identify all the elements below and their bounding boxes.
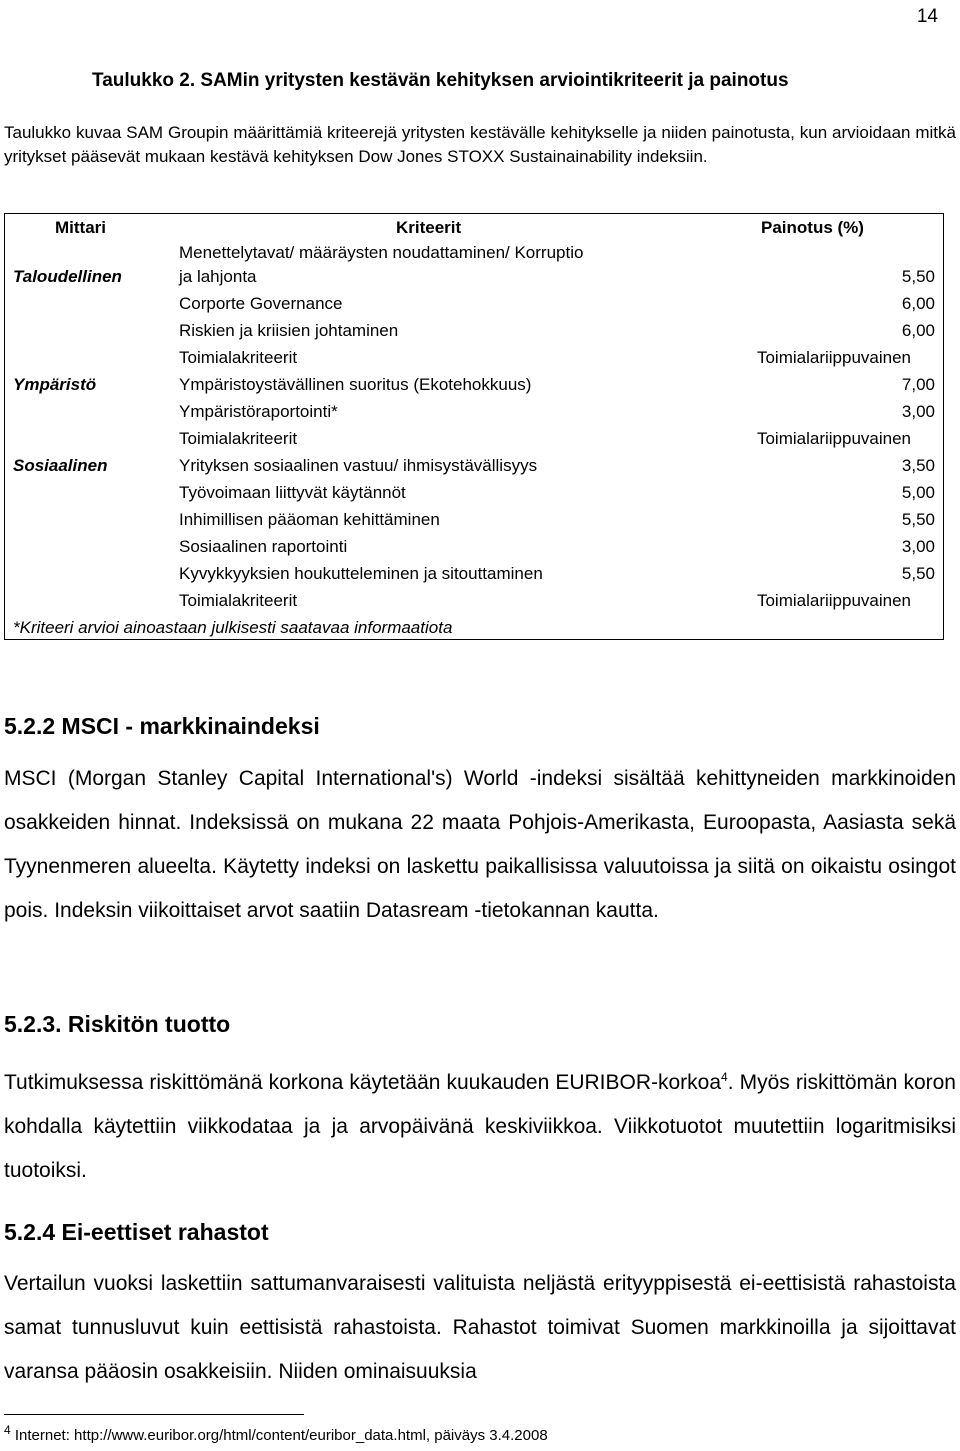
criterion-text: Ympäristöraportointi* — [179, 402, 338, 421]
weight-value: 6,00 — [901, 321, 935, 340]
criterion-text: Sosiaalinen raportointi — [179, 537, 348, 556]
category-label: Taloudellinen — [13, 267, 122, 286]
criterion-text: Kyvykkyyksien houkutteleminen ja sitouttaminen — [179, 564, 543, 583]
criteria-table — [4, 213, 944, 640]
category-label: Sosiaalinen — [13, 456, 108, 475]
paragraph-riskfree — [4, 1055, 956, 1193]
criterion-text-line1: Menettelytavat/ määräysten noudattaminen/ Korruptio — [179, 243, 584, 262]
weight-value: 3,00 — [901, 537, 935, 556]
riskfree-text-start: Tutkimuksessa riskittömänä korkona käytetään kuukauden EURIBOR-korkoa — [4, 1071, 722, 1094]
criterion-text: Toimialakriteerit — [179, 348, 298, 367]
criterion-text: Riskien ja kriisien johtaminen — [179, 321, 399, 340]
criterion-text: Yrityksen sosiaalinen vastuu/ ihmisystävällisyys — [179, 456, 538, 475]
table-caption: Taulukko 2. SAMin yritysten kestävän kehityksen arviointikriteerit ja painotus — [92, 70, 789, 91]
footnote-ref: 4 — [721, 1070, 728, 1084]
footnote-divider — [4, 1414, 304, 1415]
intro-paragraph: Taulukko kuvaa SAM Groupin määrittämiä kriteerejä yritysten kestävälle kehitykselle ja niiden painotusta, kun arvioidaan mitkä yritykset pääsevät mukaan kestävä kehityksen Dow Jones STOXX Sustainainability indeksiin. — [4, 123, 956, 166]
criterion-text: Ympäristoystävällinen suoritus (Ekotehokkuus) — [179, 375, 532, 394]
weight-value: 5,50 — [901, 267, 935, 286]
criterion-text: Toimialakriteerit — [179, 591, 298, 610]
footnote-text: Internet: http://www.euribor.org/html/content/euribor_data.html, päiväys 3.4.2008 — [10, 1427, 548, 1444]
criterion-text: Inhimillisen pääoman kehittäminen — [179, 510, 440, 529]
section-heading-riskfree: 5.2.3. Riskitön tuotto — [4, 1011, 231, 1037]
footnote — [4, 1423, 548, 1444]
paragraph-msci: MSCI (Morgan Stanley Capital International's) World -indeksi sisältää kehittyneiden markkinoiden osakkeiden hinnat. Indeksissä on mukana 22 maata Pohjois-Amerikasta, Euroopasta, Aasiasta sekä Tyynenmeren alueelta. Käytetty indeksi on laskettu paikallisissa valuutoissa ja siitä on oikaistu osingot pois. Indeksin viikoittaiset arvot saatiin Datasream -tietokannan kautta. — [4, 767, 956, 922]
criterion-text: ja lahjonta — [179, 267, 257, 286]
weight-value: 6,00 — [901, 294, 935, 313]
section-heading-msci: 5.2.2 MSCI - markkinaindeksi — [4, 713, 320, 739]
weight-value: 5,50 — [901, 564, 935, 583]
riskfree-text-end: . Myös riskittömän koron kohdalla käytettiin viikkodataa ja ja arvopäivänä keskiviikkoa. Viikkotuotot muutettiin logaritmisiksi tuotoiksi. — [4, 1071, 956, 1182]
weight-value: 5,00 — [901, 483, 935, 502]
weight-value: 3,00 — [901, 402, 935, 421]
table-footnote: *Kriteeri arvioi ainoastaan julkisesti saatavaa informaatiota — [13, 618, 453, 637]
criterion-text: Työvoimaan liittyvät käytännöt — [179, 483, 406, 502]
weight-value: 3,50 — [901, 456, 935, 475]
header-mittari: Mittari — [55, 218, 106, 237]
criterion-text: Corporte Governance — [179, 294, 343, 313]
category-label: Ympäristö — [13, 375, 97, 394]
weight-value: Toimialariippuvainen — [756, 591, 911, 610]
footnote-number: 4 — [4, 1423, 11, 1437]
page-number: 14 — [916, 6, 938, 27]
criterion-text: Toimialakriteerit — [179, 429, 298, 448]
weight-value: Toimialariippuvainen — [756, 348, 911, 367]
section-heading-unethical: 5.2.4 Ei-eettiset rahastot — [4, 1219, 269, 1245]
paragraph-unethical: Vertailun vuoksi laskettiin sattumanvaraisesti valituista neljästä erityyppisestä ei-eettisistä rahastoista samat tunnusluvut kuin eettisistä rahastoista. Rahastot toimivat Suomen markkinoilla ja sijoittavat varansa pääosin osakkeisiin. Niiden ominaisuuksia — [4, 1272, 956, 1383]
header-kriteerit: Kriteerit — [396, 218, 462, 237]
header-painotus: Painotus (%) — [761, 218, 864, 237]
weight-value: Toimialariippuvainen — [756, 429, 911, 448]
weight-value: 5,50 — [901, 510, 935, 529]
weight-value: 7,00 — [901, 375, 935, 394]
